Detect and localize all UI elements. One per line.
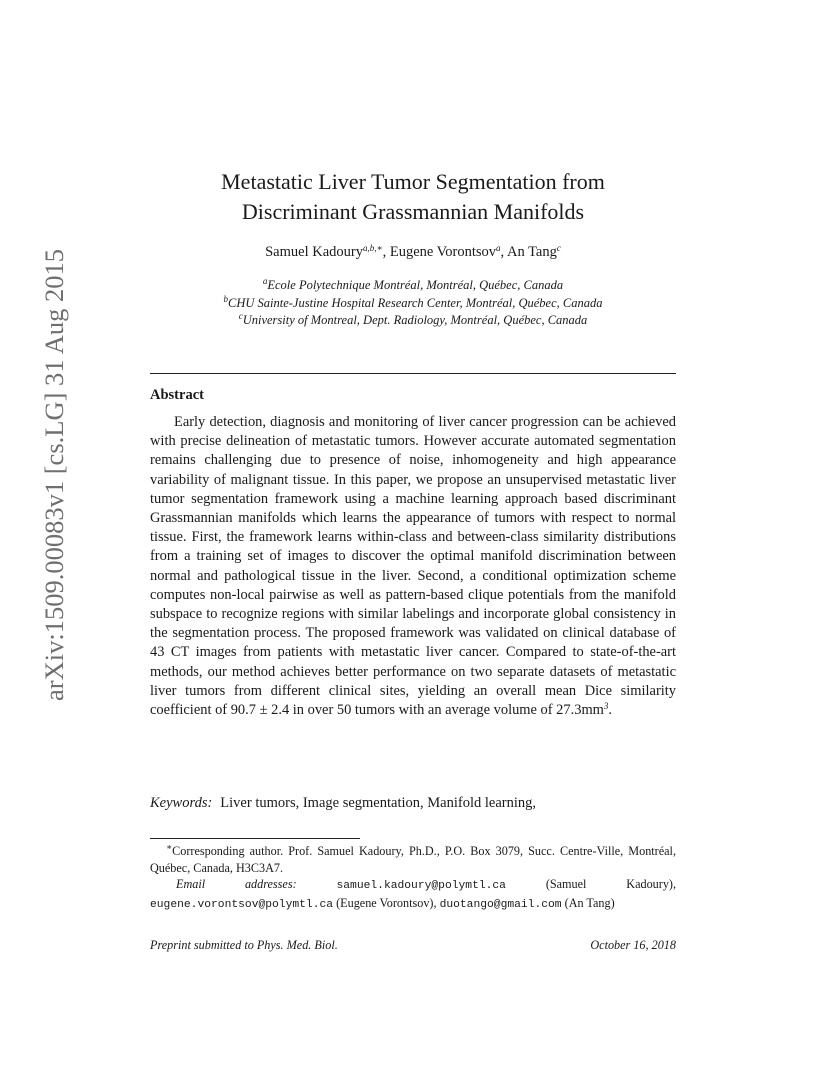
abstract-body [150, 413, 676, 720]
email-link[interactable]: eugene.vorontsov@polymtl.ca [150, 898, 334, 911]
footnote [150, 843, 676, 913]
email-label: Email addresses: [176, 877, 297, 891]
arxiv-identifier-stamp: arXiv:1509.00083v1 [cs.LG] 31 Aug 2015 [39, 249, 69, 701]
affiliation-item [150, 277, 676, 295]
affiliation-mark: c [238, 311, 243, 321]
preprint-note: Preprint submitted to Phys. Med. Biol. [150, 938, 338, 952]
author-name: An Tang [507, 244, 557, 260]
paper-title [150, 167, 676, 227]
affiliation-item [150, 295, 676, 313]
author-affiliation-mark: a,b,∗ [362, 243, 383, 253]
author-name: Samuel Kadoury [265, 244, 363, 260]
affiliation-mark: a [262, 276, 268, 286]
title-line-1: Metastatic Liver Tumor Segmentation from [221, 169, 605, 194]
email-owner: (Samuel Kadoury), [545, 877, 677, 891]
author-affiliation-mark: a [496, 243, 501, 253]
affiliation-item [150, 312, 676, 330]
keywords-label: Keywords: [150, 795, 213, 811]
corresponding-author-text: Corresponding author. Prof. Samuel Kadoury, Ph.D., P.O. Box 3079, Succ. Centre-Ville, Montréal, Québec, Canada, H3C3A7. [150, 844, 676, 875]
email-addresses [150, 876, 676, 913]
title-line-2: Discriminant Grassmannian Manifolds [241, 199, 585, 224]
unit-exponent: 3 [603, 701, 609, 712]
abstract-end-punctuation: . [608, 702, 613, 719]
abstract-heading: Abstract [150, 387, 204, 403]
author-name: Eugene Vorontsov [389, 244, 497, 260]
keywords-line [150, 795, 536, 812]
affiliation-text: Ecole Polytechnique Montréal, Montréal, Québec, Canada [267, 278, 564, 292]
author-list: Samuel Kadoury$^{a,b,∗}$, Eugene Vorontsov$^a$, An Tang$^c$ [265, 243, 561, 260]
affiliation-text: CHU Sainte-Justine Hospital Research Center, Montréal, Québec, Canada [228, 295, 603, 310]
keywords-text: Liver tumors, Image segmentation, Manifold learning, [220, 795, 536, 811]
preprint-date: October 16, 2018 [590, 938, 676, 952]
email-owner: (Eugene Vorontsov), [336, 895, 437, 910]
email-link[interactable]: duotango@gmail.com [439, 898, 562, 911]
affiliation-list [150, 277, 676, 330]
corresponding-author-note [150, 843, 676, 876]
email-link[interactable]: samuel.kadoury@polymtl.ca [336, 880, 506, 892]
footnote-mark: ∗ [166, 842, 173, 852]
email-owner: (An Tang) [564, 895, 615, 910]
author-affiliation-mark: c [556, 243, 561, 253]
footnote-rule [150, 838, 360, 839]
abstract-text: Early detection, diagnosis and monitoring of liver cancer progression can be achieved with precise delineation of metastatic tumors. However accurate automated segmentation remains challenging due to presence of noise, inhomogeneity and high appearance variability of malignant tissue. In this paper, we propose an unsupervised metastatic liver tumor segmentation framework using a machine learning approach based discriminant Grassmannian manifolds which learns the appearance of tumors with respect to normal tissue. First, the framework learns within-class and between-class similarity distributions from a training set of images to discover the optimal manifold discrimination between normal and pathological tissue in the liver. Second, a conditional optimization scheme computes non-local pairwise as well as pattern-based clique potentials from the manifold subspace to recognize regions with similar labelings and incorporate global consistency in the segmentation process. The proposed framework was validated on clinical database of 43 CT images from patients with metastatic liver cancer. Compared to state-of-the-art methods, our method achieves better performance on two separate datasets of metastatic liver tumors from different clinical sites, yielding an overall mean Dice similarity coefficient of 90.7 ± 2.4 in over 50 tumors with an average volume of 27.3mm [150, 414, 676, 719]
affiliation-text: University of Montreal, Dept. Radiology, Montréal, Québec, Canada [242, 313, 588, 327]
abstract-top-rule [150, 373, 676, 374]
affiliation-mark: b [223, 293, 228, 304]
